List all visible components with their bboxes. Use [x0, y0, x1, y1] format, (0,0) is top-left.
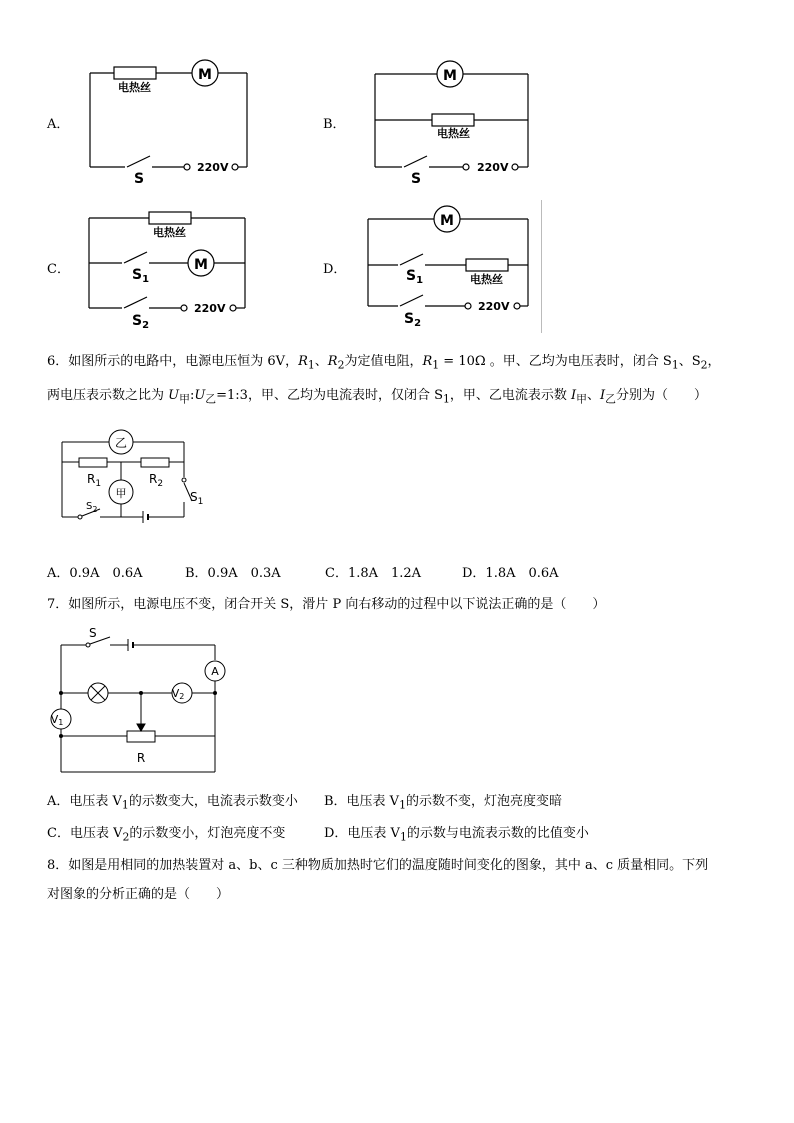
heater-label-c: 电热丝: [153, 226, 186, 239]
option-c-letter: C．: [47, 262, 70, 277]
circuit-a: [90, 60, 247, 170]
q7-option-b: B．电压表 $V_1$的示数不变，灯泡亮度变暗: [324, 794, 562, 812]
heater-resistor: [432, 114, 474, 126]
switch-icon: [124, 297, 147, 308]
q6-stem-line1: 6．如图所示的电路中，电源电压恒为 6V，$R_1$、$R_2$为定值电阻，$R_1 = 10\Omega$ 。甲、乙均为电压表时，闭合 $S_1$、$S_2$，: [47, 354, 721, 372]
motor-label-c: M: [194, 257, 208, 273]
q5-circuits: [0, 0, 794, 340]
rheostat-icon: [127, 731, 155, 742]
switch-icon: [127, 156, 150, 167]
switch1-label-c: $S_1$: [132, 267, 150, 285]
resistor-r1: [79, 458, 107, 467]
q7-option-a: A．电压表 $V_1$的示数变大，电流表示数变小: [47, 794, 298, 812]
q6-answer-c: C．1.8A 1.2A: [325, 566, 422, 581]
q8-stem-line2: 对图象的分析正确的是（ ）: [47, 887, 230, 902]
r2-label: $R_2$: [149, 472, 164, 489]
voltage-label-c: 220V: [194, 302, 226, 315]
option-b-letter: B．: [323, 117, 346, 132]
v2-label: V2: [171, 687, 185, 701]
q6-circuit: [0, 425, 260, 530]
q7-option-d: D．电压表 $V_1$的示数与电流表示数的比值变小: [324, 826, 589, 844]
switch-icon: [404, 156, 427, 167]
slider-p-icon: [137, 724, 145, 731]
voltage-label-a: 220V: [197, 161, 229, 174]
switch-label: S: [89, 626, 97, 640]
v1-label: V1: [50, 713, 64, 727]
resistor-r2: [141, 458, 169, 467]
motor-label-d: M: [440, 213, 454, 229]
q7-stem: 7．如图所示，电源电压不变，闭合开关 S，滑片 P 向右移动的过程中以下说法正确的是（ ）: [47, 597, 606, 612]
voltage-label-d: 220V: [478, 300, 510, 313]
heater-resistor: [114, 67, 156, 79]
switch-label-b: S: [411, 171, 422, 187]
page-divider: [541, 200, 542, 333]
option-a-letter: A．: [47, 117, 70, 132]
option-d-letter: D．: [323, 262, 347, 277]
meter-jia-label: 甲: [115, 487, 127, 500]
s2-label: $S_2$: [86, 501, 98, 514]
switch2-label-d: $S_2$: [404, 311, 422, 329]
q6-answer-d: D．1.8A 0.6A: [462, 566, 559, 581]
q6-stem-line2: 两电压表示数之比为 $U_甲:U_乙=1:3$，甲、乙均为电流表时，仅闭合 $S_1$，甲、乙电流表示数 $I_甲$、$I_乙$分别为（ ）: [47, 388, 707, 406]
voltage-label-b: 220V: [477, 161, 509, 174]
heater-label-d: 电热丝: [470, 273, 503, 286]
q7-option-c: C．电压表 $V_2$的示数变小，灯泡亮度不变: [47, 826, 286, 844]
switch-icon: [400, 254, 423, 265]
motor-label-a: M: [198, 67, 212, 83]
switch-icon: [124, 252, 147, 263]
meter-yi-label: 乙: [114, 436, 128, 450]
switch-icon: [400, 295, 423, 306]
switch-label-a: S: [134, 171, 145, 187]
heater-label-b: 电热丝: [437, 127, 470, 140]
q8-stem-line1: 8．如图是用相同的加热装置对 a、b、c 三种物质加热时它们的温度随时间变化的图象，其中 a、c 质量相同。下列: [47, 858, 709, 873]
s1-label: $S_1$: [190, 490, 204, 507]
heater-label-a: 电热丝: [118, 81, 151, 94]
heater-resistor: [466, 259, 508, 271]
rheostat-label: R: [136, 751, 146, 765]
q7-circuit: [0, 620, 260, 780]
heater-resistor: [149, 212, 191, 224]
r1-label: $R_1$: [87, 472, 102, 489]
ammeter-label: A: [211, 665, 219, 678]
motor-label-b: M: [443, 68, 457, 84]
q6-answer-a: A．0.9A 0.6A: [47, 566, 143, 581]
switch1-label-d: $S_1$: [406, 268, 424, 286]
q6-answer-b: B．0.9A 0.3A: [185, 566, 281, 581]
switch2-label-c: $S_2$: [132, 313, 150, 331]
